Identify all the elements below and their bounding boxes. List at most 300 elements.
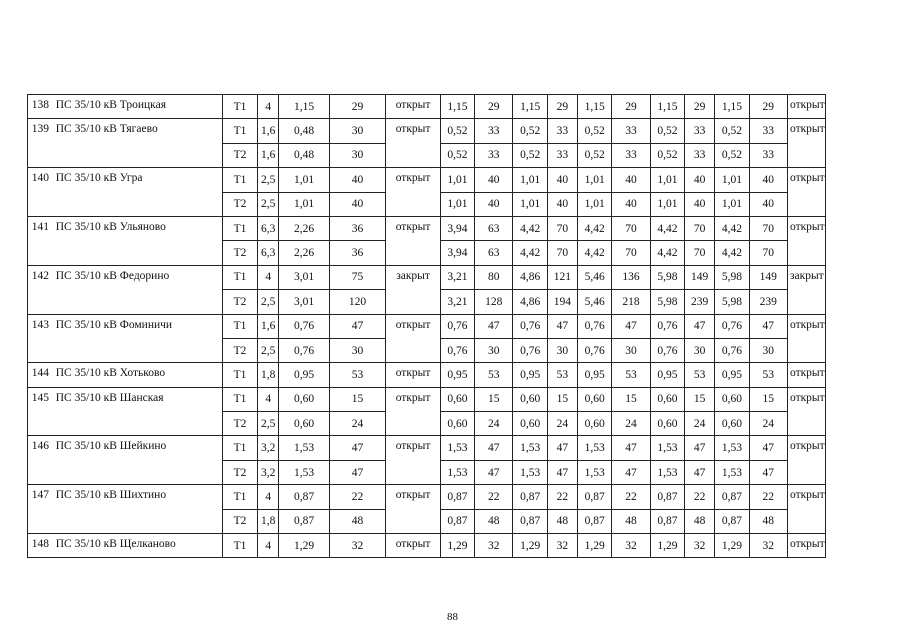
forecast-value: 48 [612,509,650,533]
forecast-value: 1,53 [513,460,547,484]
forecast-value: 33 [475,143,513,167]
transformer-power: 3,2 [258,460,279,484]
forecast-value: 40 [685,168,715,192]
load-percent: 22 [329,485,386,509]
forecast-value: 30 [749,338,787,362]
status: открыт [386,95,441,119]
forecast-value: 47 [749,436,787,460]
forecast-value: 0,52 [513,119,547,143]
forecast-value: 63 [475,216,513,240]
table-row [28,95,882,119]
status: открыт [386,168,441,217]
status: открыт [386,119,441,168]
forecast-value: 33 [612,119,650,143]
forecast-value: 1,53 [650,460,684,484]
transformer-label: Т2 [222,509,257,533]
substation-name: ПС 35/10 кВ Угра [53,168,223,217]
forecast-value: 1,01 [715,168,749,192]
forecast-value: 33 [685,143,715,167]
forecast-value: 0,87 [715,485,749,509]
forecast-value: 22 [547,485,577,509]
forecast-value: 0,95 [715,363,749,387]
forecast-value: 0,60 [513,387,547,411]
forecast-value: 0,60 [715,387,749,411]
forecast-value: 5,46 [578,290,612,314]
load-percent: 36 [329,241,386,265]
load-percent: 40 [329,192,386,216]
forecast-value: 47 [547,436,577,460]
row-number: 144 [28,363,53,387]
status-final: закрыт [787,265,825,314]
forecast-value: 1,29 [440,534,474,558]
forecast-value: 33 [547,119,577,143]
forecast-value: 0,60 [513,412,547,436]
load-value: 2,26 [279,216,329,240]
load-percent: 53 [329,363,386,387]
forecast-value: 0,60 [440,387,474,411]
forecast-value: 15 [685,387,715,411]
transformer-label: Т1 [222,485,257,509]
forecast-value: 47 [685,460,715,484]
load-value: 1,15 [279,95,329,119]
forecast-value: 0,52 [440,143,474,167]
page-number: 88 [447,611,458,623]
forecast-value: 239 [749,290,787,314]
forecast-value: 15 [547,387,577,411]
load-percent: 24 [329,412,386,436]
forecast-value: 1,29 [650,534,684,558]
forecast-value: 40 [475,192,513,216]
forecast-value: 0,60 [578,387,612,411]
load-value: 0,95 [279,363,329,387]
transformer-power: 6,3 [258,241,279,265]
forecast-value: 32 [685,534,715,558]
forecast-value: 1,15 [650,95,684,119]
transformer-label: Т1 [222,387,257,411]
forecast-value: 47 [612,314,650,338]
forecast-value: 29 [685,95,715,119]
forecast-value: 22 [612,485,650,509]
transformer-label: Т2 [222,143,257,167]
load-value: 2,26 [279,241,329,265]
substation-name: ПС 35/10 кВ Фоминичи [53,314,223,363]
forecast-value: 3,21 [440,265,474,289]
forecast-value: 218 [612,290,650,314]
substation-load-table [27,94,882,558]
forecast-value: 5,98 [650,265,684,289]
forecast-value: 3,94 [440,241,474,265]
row-number: 139 [28,119,53,168]
forecast-value: 0,76 [715,314,749,338]
forecast-value: 0,76 [650,338,684,362]
load-value: 1,53 [279,460,329,484]
transformer-power: 4 [258,534,279,558]
load-value: 0,76 [279,338,329,362]
transformer-power: 2,5 [258,338,279,362]
forecast-value: 30 [475,338,513,362]
transformer-power: 3,2 [258,436,279,460]
forecast-value: 47 [685,436,715,460]
load-value: 1,53 [279,436,329,460]
table-row [28,534,882,558]
forecast-value: 1,01 [650,168,684,192]
forecast-value: 194 [547,290,577,314]
forecast-value: 0,60 [440,412,474,436]
forecast-value: 70 [612,241,650,265]
forecast-value: 32 [749,534,787,558]
forecast-value: 24 [685,412,715,436]
load-value: 1,01 [279,168,329,192]
row-number: 142 [28,265,53,314]
load-percent: 40 [329,168,386,192]
transformer-label: Т1 [222,168,257,192]
forecast-value: 40 [749,192,787,216]
load-percent: 29 [329,95,386,119]
forecast-value: 0,52 [578,119,612,143]
load-percent: 30 [329,119,386,143]
substation-name: ПС 35/10 кВ Тягаево [53,119,223,168]
transformer-label: Т2 [222,460,257,484]
forecast-value: 24 [612,412,650,436]
forecast-value: 239 [685,290,715,314]
substation-name: ПС 35/10 кВ Троицкая [53,95,223,119]
forecast-value: 0,95 [650,363,684,387]
forecast-value: 47 [612,436,650,460]
forecast-value: 1,15 [440,95,474,119]
forecast-value: 0,52 [578,143,612,167]
transformer-power: 2,5 [258,192,279,216]
load-percent: 47 [329,436,386,460]
transformer-power: 1,6 [258,314,279,338]
forecast-value: 1,29 [578,534,612,558]
forecast-value: 0,76 [513,338,547,362]
forecast-value: 0,87 [715,509,749,533]
forecast-value: 1,53 [513,436,547,460]
forecast-value: 48 [547,509,577,533]
forecast-value: 70 [685,216,715,240]
forecast-value: 30 [547,338,577,362]
load-value: 0,76 [279,314,329,338]
forecast-value: 1,01 [578,192,612,216]
forecast-value: 0,76 [578,338,612,362]
forecast-value: 1,29 [715,534,749,558]
forecast-value: 32 [475,534,513,558]
forecast-value: 33 [475,119,513,143]
forecast-value: 53 [685,363,715,387]
forecast-value: 4,42 [715,216,749,240]
row-number: 148 [28,534,53,558]
forecast-value: 0,60 [650,387,684,411]
forecast-value: 70 [685,241,715,265]
forecast-value: 1,53 [650,436,684,460]
forecast-value: 29 [612,95,650,119]
status: открыт [386,216,441,265]
status: закрыт [386,265,441,314]
forecast-value: 40 [612,192,650,216]
row-number: 146 [28,436,53,485]
table-row [28,216,882,240]
forecast-value: 29 [475,95,513,119]
forecast-value: 48 [749,509,787,533]
load-percent: 15 [329,387,386,411]
transformer-label: Т1 [222,534,257,558]
forecast-value: 24 [475,412,513,436]
status: открыт [386,534,441,558]
forecast-value: 5,46 [578,265,612,289]
forecast-value: 0,95 [578,363,612,387]
forecast-value: 0,95 [513,363,547,387]
forecast-value: 0,76 [440,314,474,338]
transformer-label: Т1 [222,95,257,119]
table-row [28,485,882,509]
forecast-value: 0,52 [650,143,684,167]
forecast-value: 0,76 [440,338,474,362]
transformer-power: 1,8 [258,509,279,533]
forecast-value: 4,42 [715,241,749,265]
forecast-value: 0,87 [513,485,547,509]
substation-name: ПС 35/10 кВ Шихтино [53,485,223,534]
table-row [28,314,882,338]
table-row [28,363,882,387]
status: открыт [386,485,441,534]
load-percent: 47 [329,314,386,338]
table-row [28,168,882,192]
forecast-value: 33 [612,143,650,167]
status: открыт [386,314,441,363]
status: открыт [386,363,441,387]
forecast-value: 0,87 [650,485,684,509]
transformer-label: Т2 [222,192,257,216]
forecast-value: 22 [749,485,787,509]
forecast-value: 70 [547,216,577,240]
table-row [28,436,882,460]
transformer-power: 2,5 [258,168,279,192]
forecast-value: 40 [749,168,787,192]
forecast-value: 3,21 [440,290,474,314]
transformer-power: 2,5 [258,412,279,436]
row-number: 138 [28,95,53,119]
forecast-value: 149 [749,265,787,289]
load-percent: 36 [329,216,386,240]
transformer-power: 4 [258,95,279,119]
status-final: открыт [787,119,825,168]
forecast-value: 40 [547,168,577,192]
status-final: открыт [787,485,825,534]
forecast-value: 0,60 [650,412,684,436]
forecast-value: 40 [612,168,650,192]
forecast-value: 1,53 [578,436,612,460]
forecast-value: 53 [547,363,577,387]
forecast-value: 1,53 [440,436,474,460]
forecast-value: 1,01 [715,192,749,216]
forecast-value: 63 [475,241,513,265]
substation-name: ПС 35/10 кВ Федорино [53,265,223,314]
table-row [28,265,882,289]
row-number: 141 [28,216,53,265]
transformer-power: 1,6 [258,143,279,167]
substation-name: ПС 35/10 кВ Ульяново [53,216,223,265]
forecast-value: 1,15 [513,95,547,119]
forecast-value: 0,87 [578,509,612,533]
forecast-value: 1,53 [715,436,749,460]
forecast-value: 1,53 [715,460,749,484]
row-number: 145 [28,387,53,436]
status: открыт [386,436,441,485]
status-final: открыт [787,95,825,119]
forecast-value: 5,98 [715,265,749,289]
forecast-value: 1,01 [513,168,547,192]
transformer-label: Т2 [222,241,257,265]
forecast-value: 22 [475,485,513,509]
forecast-value: 1,01 [440,168,474,192]
transformer-power: 4 [258,387,279,411]
forecast-value: 1,01 [513,192,547,216]
forecast-value: 0,52 [650,119,684,143]
forecast-value: 1,53 [440,460,474,484]
transformer-label: Т2 [222,338,257,362]
forecast-value: 0,52 [440,119,474,143]
table-row [28,387,882,411]
transformer-label: Т2 [222,290,257,314]
status-final: открыт [787,534,825,558]
status: открыт [386,387,441,436]
load-percent: 47 [329,460,386,484]
forecast-value: 24 [547,412,577,436]
forecast-value: 47 [475,314,513,338]
forecast-value: 1,53 [578,460,612,484]
forecast-value: 15 [749,387,787,411]
forecast-value: 24 [749,412,787,436]
load-value: 0,48 [279,143,329,167]
forecast-value: 53 [749,363,787,387]
transformer-power: 2,5 [258,290,279,314]
transformer-power: 4 [258,485,279,509]
forecast-value: 136 [612,265,650,289]
forecast-value: 53 [612,363,650,387]
status-final: открыт [787,314,825,363]
transformer-label: Т1 [222,436,257,460]
transformer-power: 4 [258,265,279,289]
status-final: открыт [787,216,825,265]
forecast-value: 47 [475,460,513,484]
forecast-value: 0,76 [650,314,684,338]
table-body [28,95,882,558]
substation-name: ПС 35/10 кВ Шейкино [53,436,223,485]
forecast-value: 22 [685,485,715,509]
transformer-label: Т2 [222,412,257,436]
transformer-label: Т1 [222,216,257,240]
status-final: открыт [787,168,825,217]
forecast-value: 1,15 [578,95,612,119]
forecast-value: 4,42 [650,241,684,265]
forecast-value: 33 [749,119,787,143]
load-value: 0,60 [279,412,329,436]
forecast-value: 0,52 [715,119,749,143]
load-percent: 48 [329,509,386,533]
forecast-value: 47 [749,460,787,484]
load-value: 0,60 [279,387,329,411]
row-number: 147 [28,485,53,534]
forecast-value: 128 [475,290,513,314]
status-final: открыт [787,436,825,485]
transformer-label: Т1 [222,363,257,387]
forecast-value: 3,94 [440,216,474,240]
transformer-power: 6,3 [258,216,279,240]
forecast-value: 70 [749,241,787,265]
forecast-value: 33 [685,119,715,143]
forecast-value: 4,42 [578,216,612,240]
forecast-value: 0,87 [513,509,547,533]
forecast-value: 1,01 [650,192,684,216]
forecast-value: 0,60 [715,412,749,436]
forecast-value: 70 [612,216,650,240]
forecast-value: 33 [749,143,787,167]
table-row [28,119,882,143]
forecast-value: 70 [749,216,787,240]
row-number: 143 [28,314,53,363]
transformer-label: Т1 [222,119,257,143]
forecast-value: 47 [685,314,715,338]
forecast-value: 32 [547,534,577,558]
forecast-value: 121 [547,265,577,289]
forecast-value: 4,42 [513,241,547,265]
row-number: 140 [28,168,53,217]
forecast-value: 4,86 [513,265,547,289]
load-value: 0,87 [279,509,329,533]
forecast-value: 1,29 [513,534,547,558]
forecast-value: 80 [475,265,513,289]
forecast-value: 30 [612,338,650,362]
load-percent: 30 [329,143,386,167]
forecast-value: 30 [685,338,715,362]
forecast-value: 47 [475,436,513,460]
status-final: открыт [787,363,825,387]
forecast-value: 0,76 [715,338,749,362]
substation-name: ПС 35/10 кВ Щелканово [53,534,223,558]
forecast-value: 53 [475,363,513,387]
forecast-value: 5,98 [650,290,684,314]
forecast-value: 29 [749,95,787,119]
load-value: 0,48 [279,119,329,143]
forecast-value: 47 [612,460,650,484]
forecast-value: 0,87 [440,509,474,533]
forecast-value: 0,60 [578,412,612,436]
forecast-value: 5,98 [715,290,749,314]
forecast-value: 4,42 [513,216,547,240]
forecast-value: 15 [612,387,650,411]
forecast-value: 1,01 [440,192,474,216]
forecast-value: 0,76 [513,314,547,338]
forecast-value: 1,15 [715,95,749,119]
transformer-power: 1,8 [258,363,279,387]
forecast-value: 1,01 [578,168,612,192]
forecast-value: 48 [685,509,715,533]
forecast-value: 29 [547,95,577,119]
forecast-value: 33 [547,143,577,167]
forecast-value: 4,42 [650,216,684,240]
load-value: 0,87 [279,485,329,509]
forecast-value: 47 [749,314,787,338]
transformer-power: 1,6 [258,119,279,143]
forecast-value: 4,86 [513,290,547,314]
load-percent: 120 [329,290,386,314]
forecast-value: 40 [685,192,715,216]
substation-name: ПС 35/10 кВ Хотьково [53,363,223,387]
load-percent: 30 [329,338,386,362]
forecast-value: 0,76 [578,314,612,338]
forecast-value: 47 [547,314,577,338]
forecast-value: 0,52 [715,143,749,167]
